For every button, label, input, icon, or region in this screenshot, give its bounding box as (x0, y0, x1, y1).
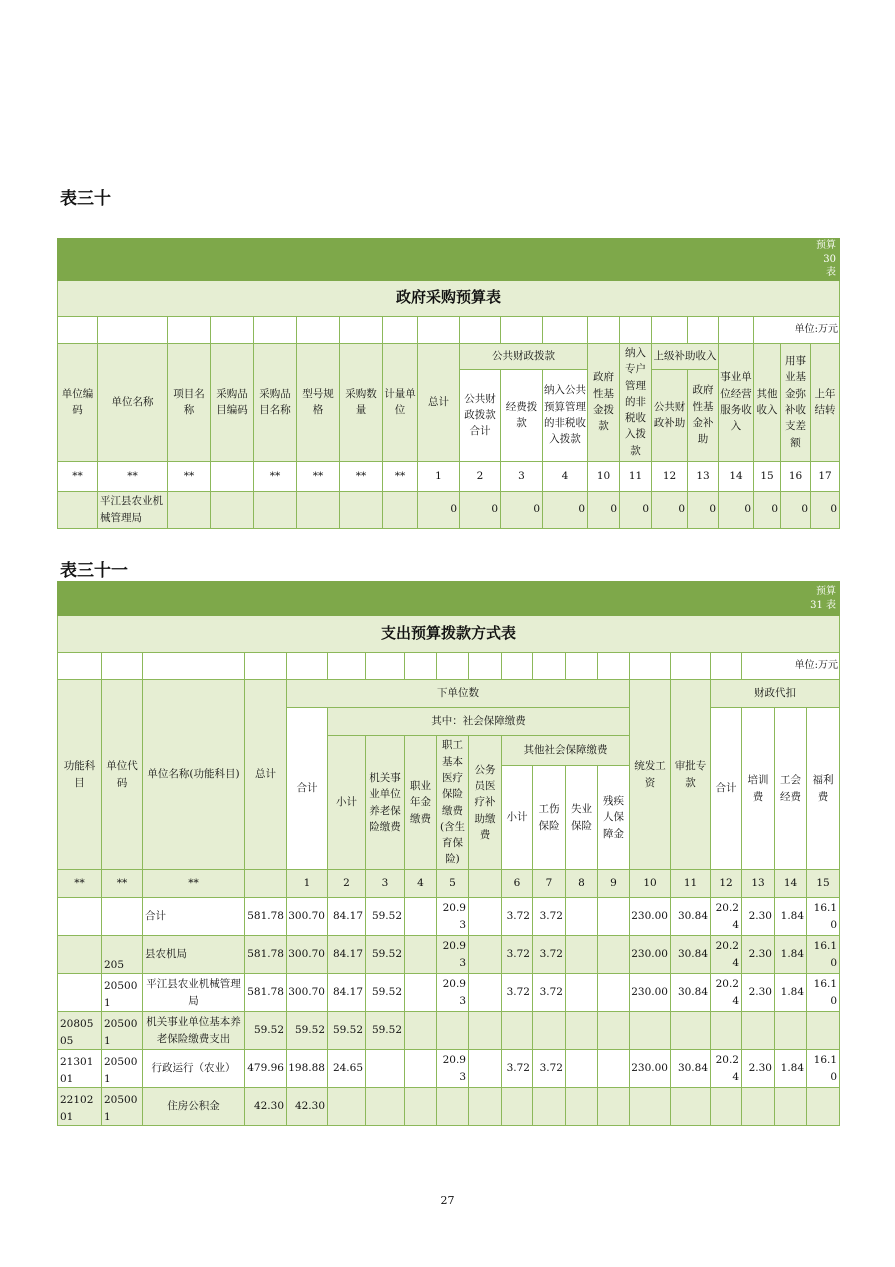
col-header: 采购品目名称 (254, 343, 297, 461)
col-header: 纳入公共预算管理的非税收入拨款 (543, 369, 588, 461)
marker-cell: 16 (781, 461, 811, 491)
amount-cell: 1.84 (775, 898, 807, 936)
unit-label: 单位:万元 (742, 653, 840, 680)
amount-cell: 0 (460, 491, 501, 528)
col-header: 总计 (418, 343, 460, 461)
col-header: 公共财政补助 (652, 369, 688, 461)
col-header: 经费拨款 (501, 369, 543, 461)
unit-code-cell: 205001 (102, 1088, 143, 1126)
group-header: 财政代扣 (711, 680, 840, 708)
amount-cell: 59.52 (245, 1012, 287, 1050)
marker-cell: ** (340, 461, 383, 491)
col-header: 总计 (245, 680, 287, 870)
marker-cell: ** (254, 461, 297, 491)
amount-cell: 3.72 (533, 936, 566, 974)
amount-cell (366, 1050, 405, 1088)
amount-cell: 84.17 (328, 936, 366, 974)
func-code-cell: 2080505 (58, 1012, 102, 1050)
amount-cell (566, 936, 598, 974)
amount-cell: 59.52 (366, 898, 405, 936)
amount-cell (405, 936, 437, 974)
amount-cell (742, 1012, 775, 1050)
marker-cell: ** (102, 870, 143, 898)
amount-cell (469, 974, 502, 1012)
table-row (58, 1050, 840, 1088)
amount-cell: 59.52 (366, 936, 405, 974)
marker-cell: 4 (405, 870, 437, 898)
col-header: 职工基本医疗保险缴费(含生育保险) (437, 736, 469, 870)
table-row (58, 1088, 840, 1126)
amount-cell (566, 1088, 598, 1126)
func-code-cell (58, 936, 102, 974)
amount-cell: 59.52 (287, 1012, 328, 1050)
amount-cell (566, 1050, 598, 1088)
amount-cell (502, 1012, 533, 1050)
marker-cell: 12 (652, 461, 688, 491)
amount-cell (598, 1088, 630, 1126)
amount-cell: 581.78 (245, 974, 287, 1012)
amount-cell (598, 1050, 630, 1088)
col-header: 机关事业单位养老保险缴费 (366, 736, 405, 870)
unit-name-cell: 平江县农业机械管理局 (98, 491, 168, 528)
col-header: 合计 (287, 708, 328, 870)
amount-cell (405, 974, 437, 1012)
col-header: 计量单位 (383, 343, 418, 461)
amount-cell (533, 1012, 566, 1050)
col-header: 事业单位经营服务收入 (719, 343, 754, 461)
amount-cell: 16.10 (807, 898, 840, 936)
func-code-cell (58, 898, 102, 936)
amount-cell (469, 1050, 502, 1088)
group-header: 其中：社会保障缴费 (328, 708, 630, 736)
col-header: 统发工资 (630, 680, 671, 870)
col-header: 培训费 (742, 708, 775, 870)
amount-cell (469, 1088, 502, 1126)
amount-cell: 20.24 (711, 1050, 742, 1088)
marker-cell: 14 (775, 870, 807, 898)
amount-cell: 581.78 (245, 898, 287, 936)
marker-cell: 3 (366, 870, 405, 898)
amount-cell: 581.78 (245, 936, 287, 974)
amount-cell: 1.84 (775, 936, 807, 974)
amount-cell (598, 1012, 630, 1050)
amount-cell: 84.17 (328, 898, 366, 936)
amount-cell (405, 1012, 437, 1050)
amount-cell: 0 (811, 491, 840, 528)
func-code-cell: 2130101 (58, 1050, 102, 1088)
table-row (58, 974, 840, 1012)
table-row (58, 898, 840, 936)
table-title: 政府采购预算表 (58, 280, 840, 316)
col-header: 公共财政拨款合计 (460, 369, 501, 461)
amount-cell: 0 (588, 491, 620, 528)
marker-cell: ** (168, 461, 211, 491)
amount-cell: 0 (620, 491, 652, 528)
marker-cell: 11 (671, 870, 711, 898)
marker-cell: 8 (566, 870, 598, 898)
marker-cell: 17 (811, 461, 840, 491)
col-header: 采购数量 (340, 343, 383, 461)
unit-code-cell: 205001 (102, 974, 143, 1012)
amount-cell: 3.72 (502, 898, 533, 936)
marker-cell: 13 (688, 461, 719, 491)
col-header: 上年结转 (811, 343, 840, 461)
marker-cell: 10 (630, 870, 671, 898)
amount-cell: 198.88 (287, 1050, 328, 1088)
marker-cell: 15 (754, 461, 781, 491)
amount-cell: 42.30 (245, 1088, 287, 1126)
group-header: 公共财政拨款 (460, 343, 588, 369)
amount-cell (366, 1088, 405, 1126)
marker-cell: 5 (437, 870, 469, 898)
procurement-budget-table (57, 238, 840, 529)
amount-cell (469, 898, 502, 936)
table30-label: 表三十 (60, 189, 111, 209)
marker-cell: 6 (502, 870, 533, 898)
amount-cell (566, 898, 598, 936)
marker-cell: 7 (533, 870, 566, 898)
amount-cell: 230.00 (630, 898, 671, 936)
amount-cell: 2.30 (742, 898, 775, 936)
amount-cell: 0 (652, 491, 688, 528)
amount-cell (775, 1088, 807, 1126)
col-header: 型号规格 (297, 343, 340, 461)
marker-cell: 15 (807, 870, 840, 898)
col-header: 政府性基金补助 (688, 369, 719, 461)
unit-name-cell: 县农机局 (143, 936, 245, 974)
func-code-cell (58, 974, 102, 1012)
marker-cell (245, 870, 287, 898)
amount-cell: 20.93 (437, 898, 469, 936)
unit-name-cell: 机关事业单位基本养老保险缴费支出 (143, 1012, 245, 1050)
marker-cell: ** (98, 461, 168, 491)
marker-cell: 11 (620, 461, 652, 491)
amount-cell: 0 (418, 491, 460, 528)
group-header: 其他社会保障缴费 (502, 736, 630, 766)
amount-cell: 0 (688, 491, 719, 528)
marker-cell: 12 (711, 870, 742, 898)
amount-cell: 20.93 (437, 1050, 469, 1088)
amount-cell: 42.30 (287, 1088, 328, 1126)
marker-cell: ** (143, 870, 245, 898)
amount-cell: 16.10 (807, 936, 840, 974)
amount-cell: 84.17 (328, 974, 366, 1012)
table-row (58, 936, 840, 974)
amount-cell (598, 936, 630, 974)
amount-cell (502, 1088, 533, 1126)
marker-cell: 4 (543, 461, 588, 491)
amount-cell: 2.30 (742, 1050, 775, 1088)
marker-cell (469, 870, 502, 898)
amount-cell (533, 1088, 566, 1126)
marker-cell: 10 (588, 461, 620, 491)
col-header: 小计 (328, 736, 366, 870)
amount-cell: 30.84 (671, 974, 711, 1012)
page-number: 27 (440, 1194, 455, 1207)
marker-cell: 1 (418, 461, 460, 491)
col-header: 其他收入 (754, 343, 781, 461)
amount-cell: 30.84 (671, 898, 711, 936)
col-header: 小计 (502, 766, 533, 870)
marker-cell: 3 (501, 461, 543, 491)
amount-cell: 59.52 (366, 1012, 405, 1050)
amount-cell: 24.65 (328, 1050, 366, 1088)
amount-cell (566, 1012, 598, 1050)
col-header: 残疾人保障金 (598, 766, 630, 870)
amount-cell: 20.24 (711, 936, 742, 974)
col-header: 工会经费 (775, 708, 807, 870)
amount-cell (437, 1088, 469, 1126)
amount-cell: 20.93 (437, 936, 469, 974)
table-code: 预算 30 表 (811, 239, 840, 281)
amount-cell: 3.72 (533, 974, 566, 1012)
amount-cell (566, 974, 598, 1012)
unit-code-cell: 205001 (102, 1012, 143, 1050)
marker-cell: 1 (287, 870, 328, 898)
amount-cell (711, 1088, 742, 1126)
amount-cell (630, 1088, 671, 1126)
unit-name-cell: 行政运行（农业） (143, 1050, 245, 1088)
unit-code-cell (102, 898, 143, 936)
col-header: 项目名称 (168, 343, 211, 461)
amount-cell (742, 1088, 775, 1126)
col-header: 用事业基金弥补收支差额 (781, 343, 811, 461)
unit-name-cell: 合计 (143, 898, 245, 936)
group-header: 下单位数 (287, 680, 630, 708)
marker-cell: 9 (598, 870, 630, 898)
amount-cell: 1.84 (775, 1050, 807, 1088)
col-header: 单位名称 (98, 343, 168, 461)
amount-cell (437, 1012, 469, 1050)
amount-cell: 0 (719, 491, 754, 528)
expenditure-allocation-table (57, 581, 840, 1126)
col-header: 单位名称(功能科目) (143, 680, 245, 870)
amount-cell: 20.93 (437, 974, 469, 1012)
amount-cell: 230.00 (630, 974, 671, 1012)
table-code: 预算 31 表 (807, 582, 840, 616)
amount-cell: 1.84 (775, 974, 807, 1012)
amount-cell (405, 1050, 437, 1088)
amount-cell: 0 (754, 491, 781, 528)
amount-cell: 0 (781, 491, 811, 528)
col-header: 职业年金缴费 (405, 736, 437, 870)
amount-cell (469, 1012, 502, 1050)
amount-cell: 300.70 (287, 898, 328, 936)
col-header: 工伤保险 (533, 766, 566, 870)
amount-cell (598, 974, 630, 1012)
unit-name-cell: 平江县农业机械管理局 (143, 974, 245, 1012)
group-header: 上级补助收入 (652, 343, 719, 369)
marker-cell: 13 (742, 870, 775, 898)
amount-cell (807, 1088, 840, 1126)
unit-code-cell: 205001 (102, 1050, 143, 1088)
col-header: 采购品目编码 (211, 343, 254, 461)
amount-cell: 20.24 (711, 974, 742, 1012)
col-header: 纳入专户管理的非税收入拨款 (620, 343, 652, 461)
col-header: 失业保险 (566, 766, 598, 870)
col-header: 公务员医疗补助缴费 (469, 736, 502, 870)
marker-cell: ** (297, 461, 340, 491)
amount-cell: 30.84 (671, 1050, 711, 1088)
unit-name-cell: 住房公积金 (143, 1088, 245, 1126)
amount-cell: 0 (543, 491, 588, 528)
amount-cell (671, 1012, 711, 1050)
amount-cell (711, 1012, 742, 1050)
col-header: 单位代码 (102, 680, 143, 870)
amount-cell: 0 (501, 491, 543, 528)
table-row (58, 1012, 840, 1050)
amount-cell: 300.70 (287, 936, 328, 974)
amount-cell: 230.00 (630, 1050, 671, 1088)
amount-cell: 59.52 (328, 1012, 366, 1050)
amount-cell: 2.30 (742, 936, 775, 974)
col-header: 福利费 (807, 708, 840, 870)
marker-cell: ** (58, 461, 98, 491)
marker-cell: 2 (460, 461, 501, 491)
unit-label: 单位:万元 (754, 316, 840, 343)
amount-cell: 3.72 (502, 936, 533, 974)
unit-code-cell: 205 (102, 936, 143, 974)
amount-cell (807, 1012, 840, 1050)
amount-cell (598, 898, 630, 936)
marker-cell: ** (58, 870, 102, 898)
amount-cell (405, 1088, 437, 1126)
marker-cell (211, 461, 254, 491)
amount-cell: 3.72 (533, 898, 566, 936)
amount-cell (671, 1088, 711, 1126)
amount-cell: 3.72 (502, 1050, 533, 1088)
marker-cell: 14 (719, 461, 754, 491)
col-header: 功能科目 (58, 680, 102, 870)
col-header: 政府性基金拨款 (588, 343, 620, 461)
marker-cell: 2 (328, 870, 366, 898)
amount-cell: 2.30 (742, 974, 775, 1012)
col-header: 合计 (711, 708, 742, 870)
marker-cell: ** (383, 461, 418, 491)
amount-cell: 30.84 (671, 936, 711, 974)
amount-cell (469, 936, 502, 974)
amount-cell: 16.10 (807, 974, 840, 1012)
col-header: 审批专款 (671, 680, 711, 870)
func-code-cell: 2210201 (58, 1088, 102, 1126)
amount-cell: 300.70 (287, 974, 328, 1012)
amount-cell: 20.24 (711, 898, 742, 936)
amount-cell (405, 898, 437, 936)
amount-cell: 230.00 (630, 936, 671, 974)
amount-cell: 16.10 (807, 1050, 840, 1088)
amount-cell: 59.52 (366, 974, 405, 1012)
amount-cell: 3.72 (533, 1050, 566, 1088)
amount-cell: 3.72 (502, 974, 533, 1012)
amount-cell (775, 1012, 807, 1050)
amount-cell: 479.96 (245, 1050, 287, 1088)
col-header: 单位编码 (58, 343, 98, 461)
amount-cell (630, 1012, 671, 1050)
table31-label: 表三十一 (60, 561, 128, 581)
amount-cell (328, 1088, 366, 1126)
table-title: 支出预算拨款方式表 (58, 616, 840, 653)
